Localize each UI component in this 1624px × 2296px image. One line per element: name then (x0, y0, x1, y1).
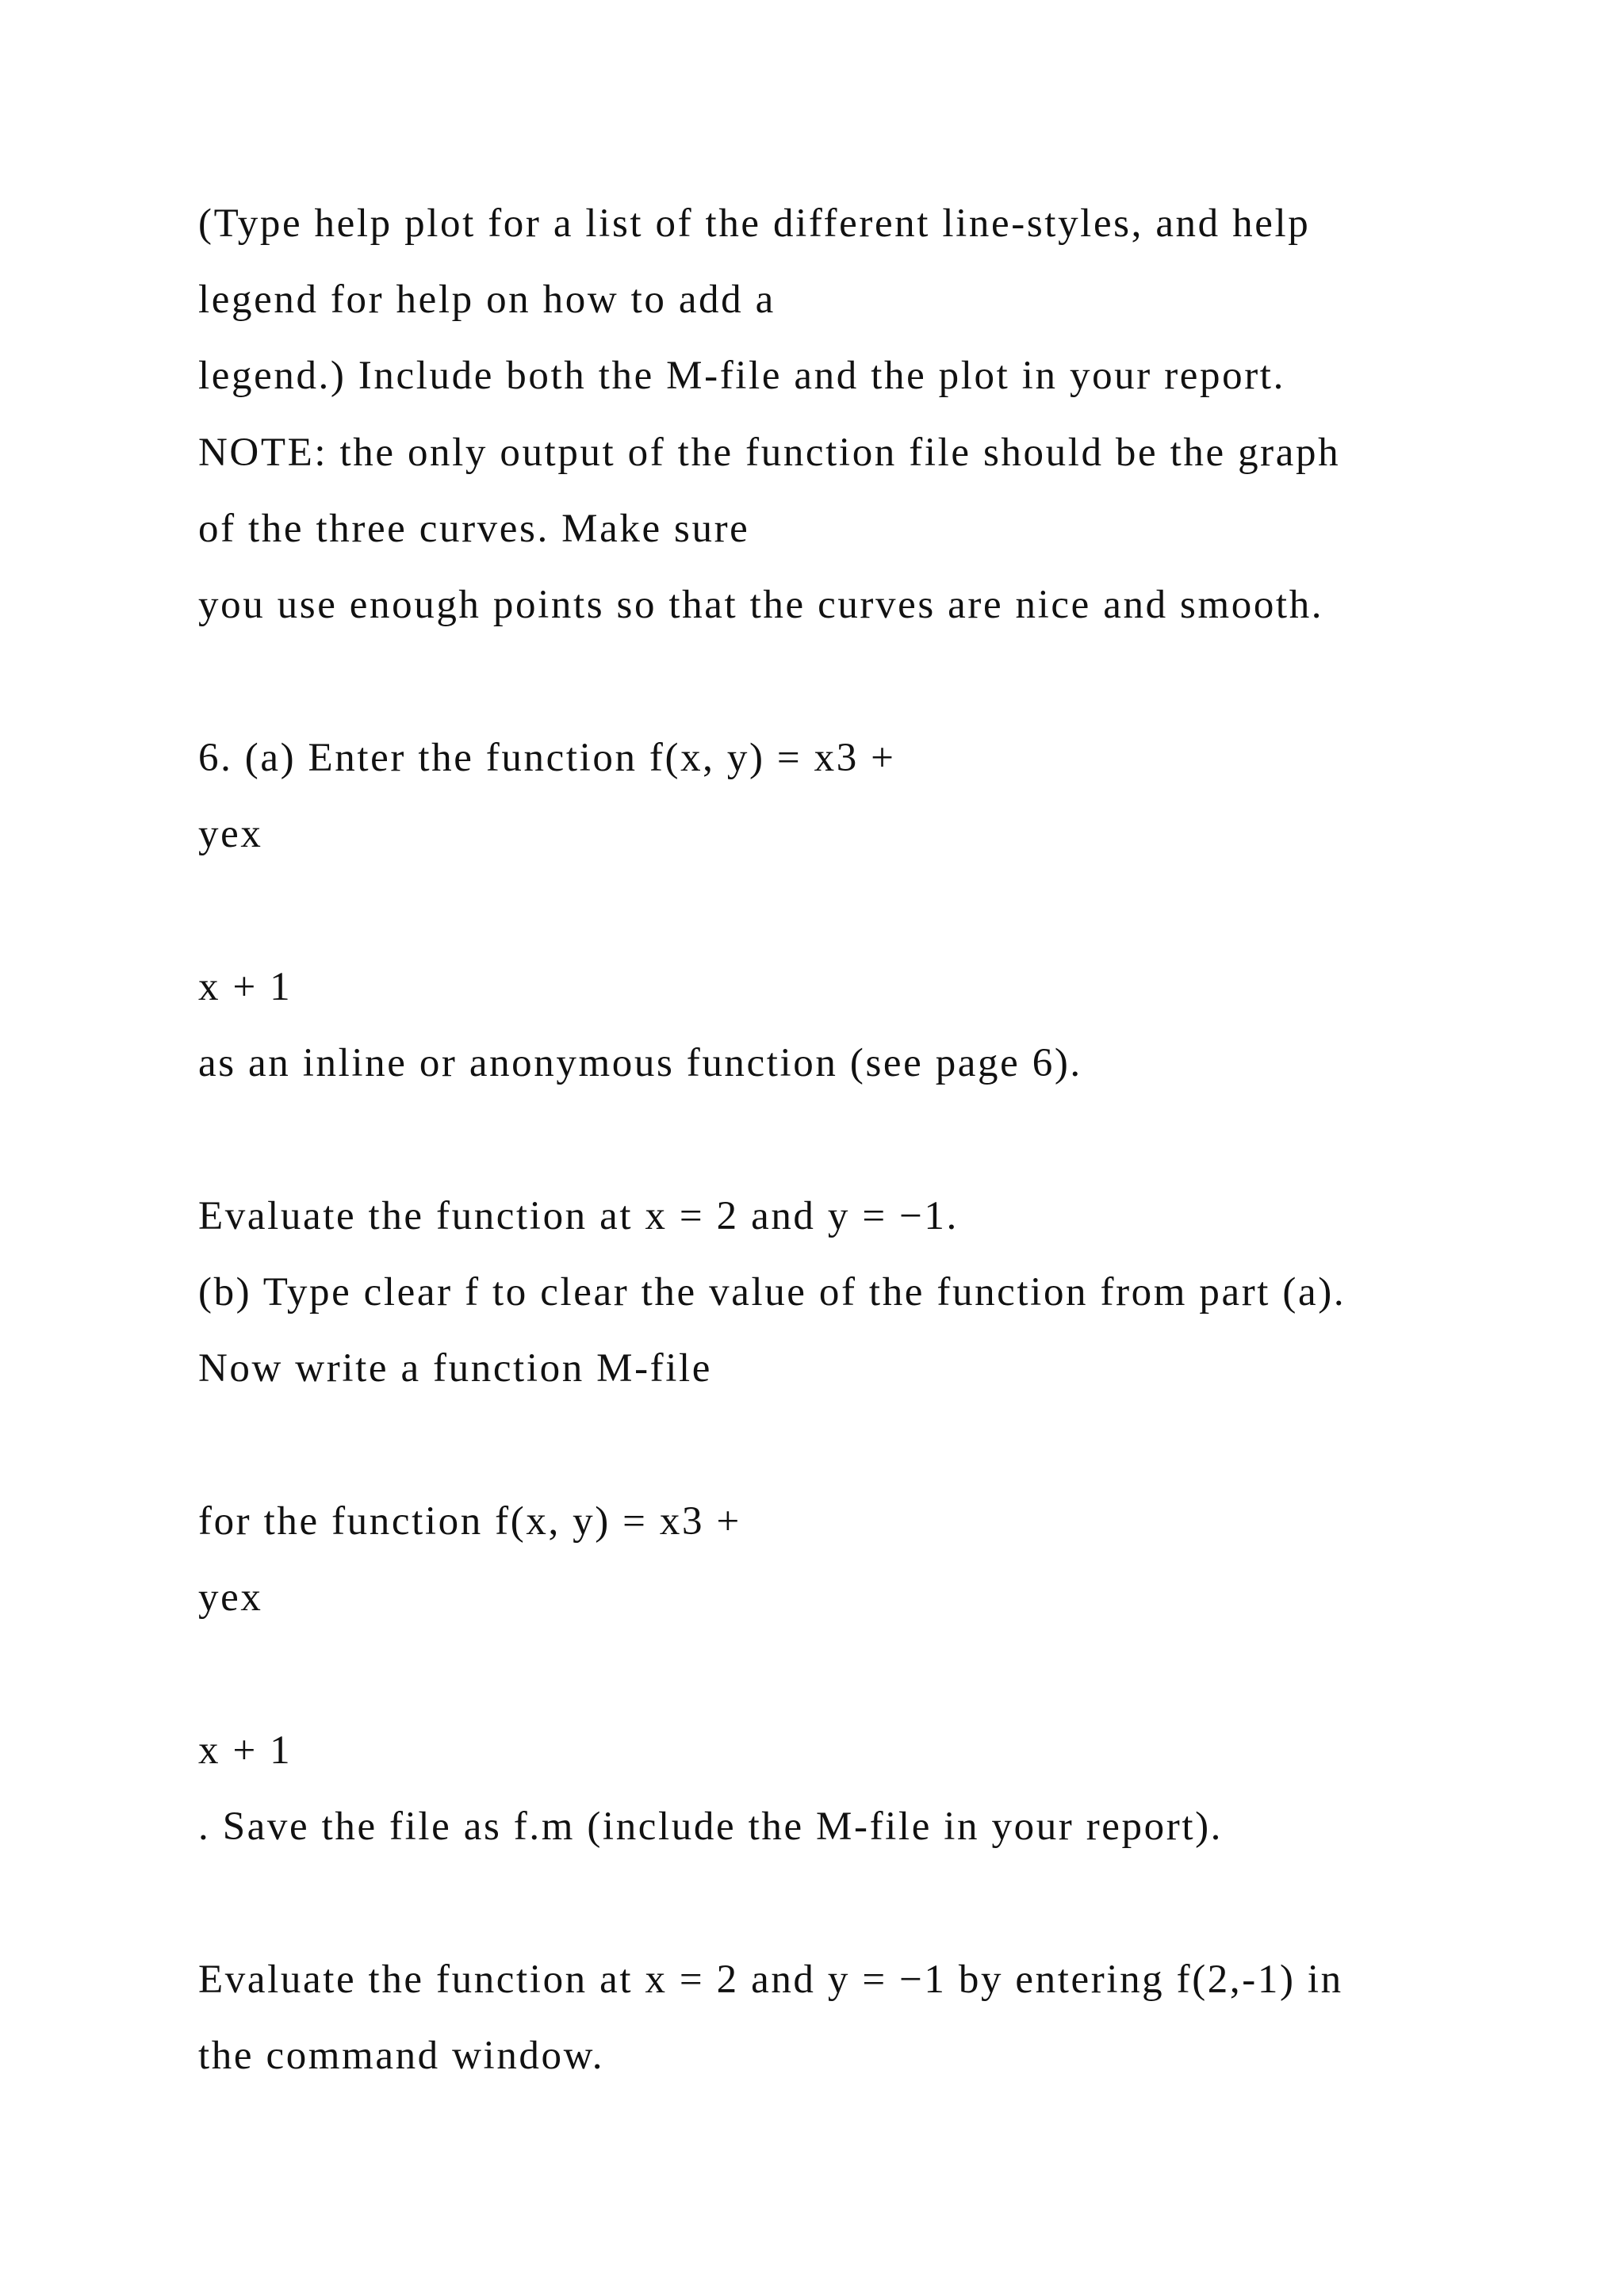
text-line: yex (198, 812, 263, 856)
text-line: 6. (a) Enter the function f(x, y) = x3 + (198, 736, 896, 780)
text-line: NOTE: the only output of the function file should be the graph (198, 430, 1341, 475)
text-line: of the three curves. Make sure (198, 507, 750, 551)
text-line: you use enough points so that the curves are nice and smooth. (198, 583, 1324, 627)
text-line: as an inline or anonymous function (see page 6). (198, 1041, 1082, 1085)
text-line: (Type help plot for a list of the different line-styles, and help (198, 201, 1311, 246)
text-line: Now write a function M-file (198, 1346, 713, 1391)
text-line: legend for help on how to add a (198, 277, 776, 322)
text-line: . Save the file as f.m (include the M-file in your report). (198, 1804, 1224, 1849)
text-line: (b) Type clear f to clear the value of the function from part (a). (198, 1270, 1346, 1314)
text-line: x + 1 (198, 965, 293, 1009)
text-line: Evaluate the function at x = 2 and y = −1. (198, 1194, 959, 1238)
text-line: for the function f(x, y) = x3 + (198, 1499, 741, 1544)
text-line: Evaluate the function at x = 2 and y = −1 by entering f(2,-1) in (198, 1957, 1343, 2002)
text-line: legend.) Include both the M-file and the plot in your report. (198, 354, 1285, 398)
text-line: yex (198, 1575, 263, 1620)
text-line: the command window. (198, 2034, 605, 2078)
text-line: x + 1 (198, 1728, 293, 1773)
